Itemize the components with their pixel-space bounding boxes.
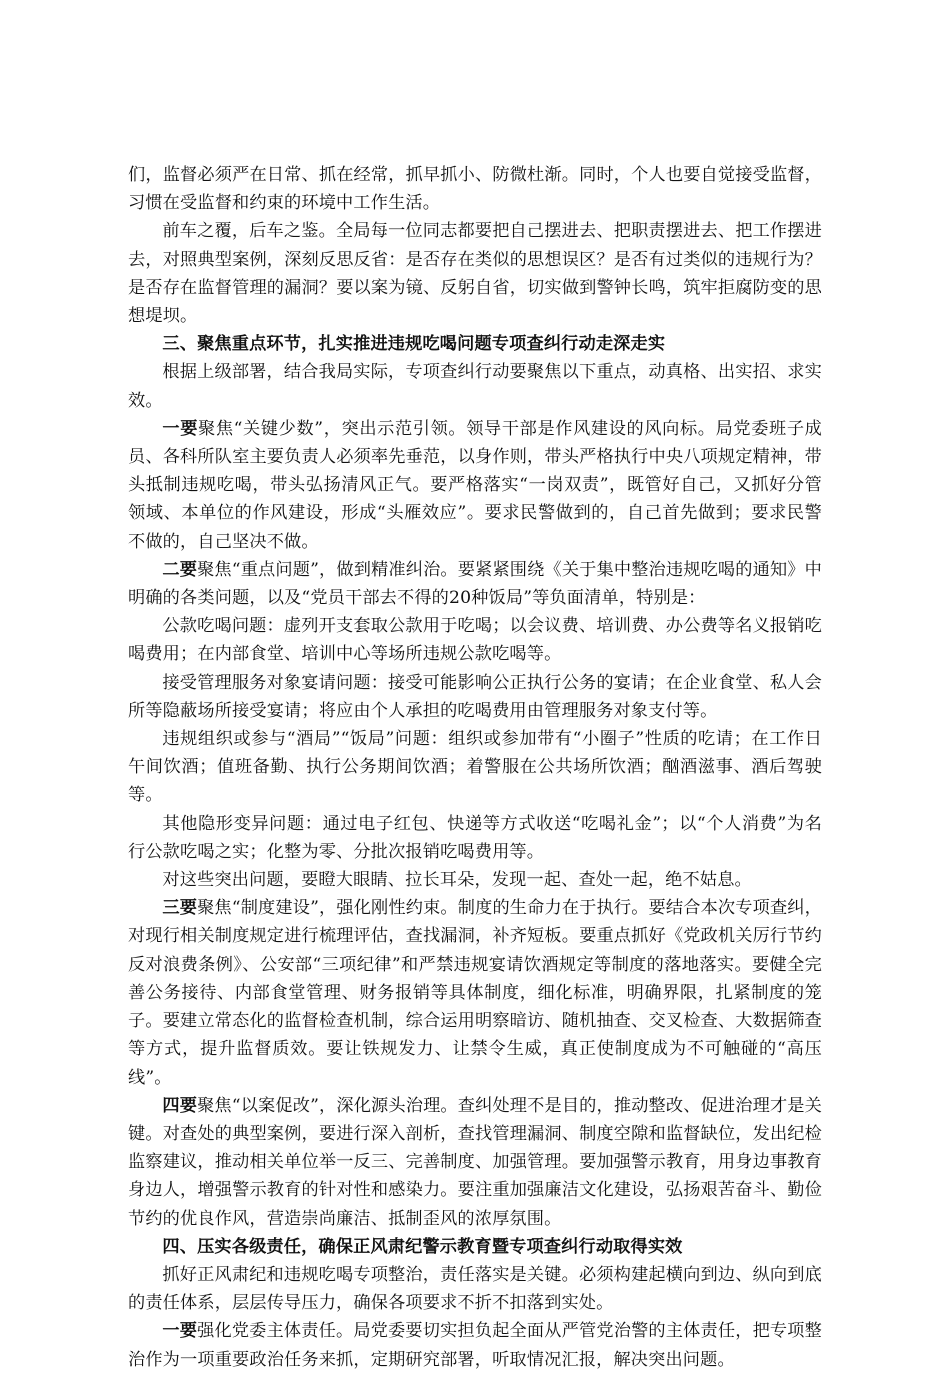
paragraph-key-issues [128,556,822,612]
section-heading-three: 三、聚焦重点环节，扎实推进违规吃喝问题专项查纠行动走深走实 [162,334,666,355]
lead-phrase: 二要 [162,559,198,580]
paragraph-key-minority [128,415,822,556]
paragraph-case-reform [128,1092,822,1233]
paragraph-text: 聚焦“制度建设”，强化刚性约束。制度的生命力在于执行。要结合本次专项查纠，对现行相关制度规定进行梳理评估，查找漏洞，补齐短板。要重点抓好《党政机关厉行节约反对浪费条例》、公安部“三项纪律”和严禁违规宴请饮酒规定等制度的落地落实。要健全完善公务接待、内部食堂管理、财务报销等具体制度，细化标准，明确界限，扎紧制度的笼子。要建立常态化的监督检查机制，综合运用明察暗访、随机抽查、交叉检查、大数据筛查等方式，提升监督质效。要让铁规发力、让禁令生威，真正使制度成为不可触碰的“高压线”。 [128,898,822,1088]
paragraph-reflection: 前车之覆，后车之鉴。全局每一位同志都要把自己摆进去、把职责摆进去、把工作摆进去，对照典型案例，深刻反思反省：是否存在类似的思想误区？是否有过类似的违规行为？是否存在监督管理的漏洞？要以案为镜、反躬自省，切实做到警钟长鸣，筑牢拒腐防变的思想堤坝。 [128,221,822,327]
paragraph-party-committee [128,1317,822,1373]
paragraph-hidden-issues: 其他隐形变异问题：通过电子红包、快递等方式收送“吃喝礼金”；以“个人消费”为名行公款吃喝之实；化整为零、分批次报销吃喝费用等。 [128,813,822,862]
document-page [128,161,822,1374]
paragraph-text: 聚焦“以案促改”，深化源头治理。查纠处理不是目的，推动整改、促进治理才是关键。对查处的典型案例，要进行深入剖析，查找管理漏洞、制度空隙和监督缺位，发出纪检监察建议，推动相关单位举一反三、完善制度、加强管理。要加强警示教育，用身边事教育身边人，增强警示教育的针对性和感染力。要注重加强廉洁文化建设，弘扬艰苦奋斗、勤俭节约的优良作风，营造崇尚廉洁、抵制歪风的浓厚氛围。 [128,1095,822,1229]
paragraph-text: 强化党委主体责任。局党委要切实担负起全面从严管党治警的主体责任，把专项整治作为一项重要政治任务来抓，定期研究部署，听取情况汇报，解决突出问题。 [128,1321,822,1370]
paragraph-drinking: 违规组织或参与“酒局”“饭局”问题：组织或参加带有“小圈子”性质的吃请；在工作日午间饮酒；值班备勤、执行公务期间饮酒；着警服在公共场所饮酒；酗酒滋事、酒后驾驶等。 [128,729,822,806]
paragraph-text: 聚焦“重点问题”，做到精准纠治。要紧紧围绕《关于集中整治违规吃喝的通知》中明确的各类问题，以及“党员干部去不得的20种饭局”等负面清单，特别是： [128,559,822,609]
lead-phrase: 三要 [162,898,198,919]
paragraph-public-funds: 公款吃喝问题：虚列开支套取公款用于吃喝；以会议费、培训费、办公费等名义报销吃喝费用；在内部食堂、培训中心等场所违规公款吃喝等。 [128,616,822,665]
paragraph-no-tolerance: 对这些突出问题，要瞪大眼睛、拉长耳朵，发现一起、查处一起，绝不姑息。 [162,870,752,891]
section-heading-four: 四、压实各级责任，确保正风肃纪警示教育暨专项查纠行动取得实效 [162,1236,683,1257]
lead-phrase: 一要 [162,418,199,439]
paragraph-institution [128,894,822,1091]
lead-phrase: 四要 [162,1095,198,1116]
paragraph-banquets: 接受管理服务对象宴请问题：接受可能影响公正执行公务的宴请；在企业食堂、私人会所等隐蔽场所接受宴请；将应由个人承担的吃喝费用由管理服务对象支付等。 [128,672,822,721]
lead-phrase: 一要 [162,1321,198,1342]
paragraph-continuation: 们，监督必须严在日常、抓在经常，抓早抓小、防微杜渐。同时，个人也要自觉接受监督，习惯在受监督和约束的环境中工作生活。 [128,165,822,214]
paragraph-responsibility: 抓好正风肃纪和违规吃喝专项整治，责任落实是关键。必须构建起横向到边、纵向到底的责任体系，层层传导压力，确保各项要求不折不扣落到实处。 [128,1264,822,1314]
paragraph-text: 聚焦“关键少数”，突出示范引领。领导干部是作风建设的风向标。局党委班子成员、各科所队室主要负责人必须率先垂范，以身作则，带头严格执行中央八项规定精神，带头抵制违规吃喝，带头弘扬清风正气。要严格落实“一岗双责”，既管好自己，又抓好分管领域、本单位的作风建设，形成“头雁效应”。要求民警做到的，自己首先做到；要求民警不做的，自己坚决不做。 [128,418,822,552]
paragraph-intro-focus: 根据上级部署，结合我局实际，专项查纠行动要聚焦以下重点，动真格、出实招、求实效。 [128,362,822,411]
